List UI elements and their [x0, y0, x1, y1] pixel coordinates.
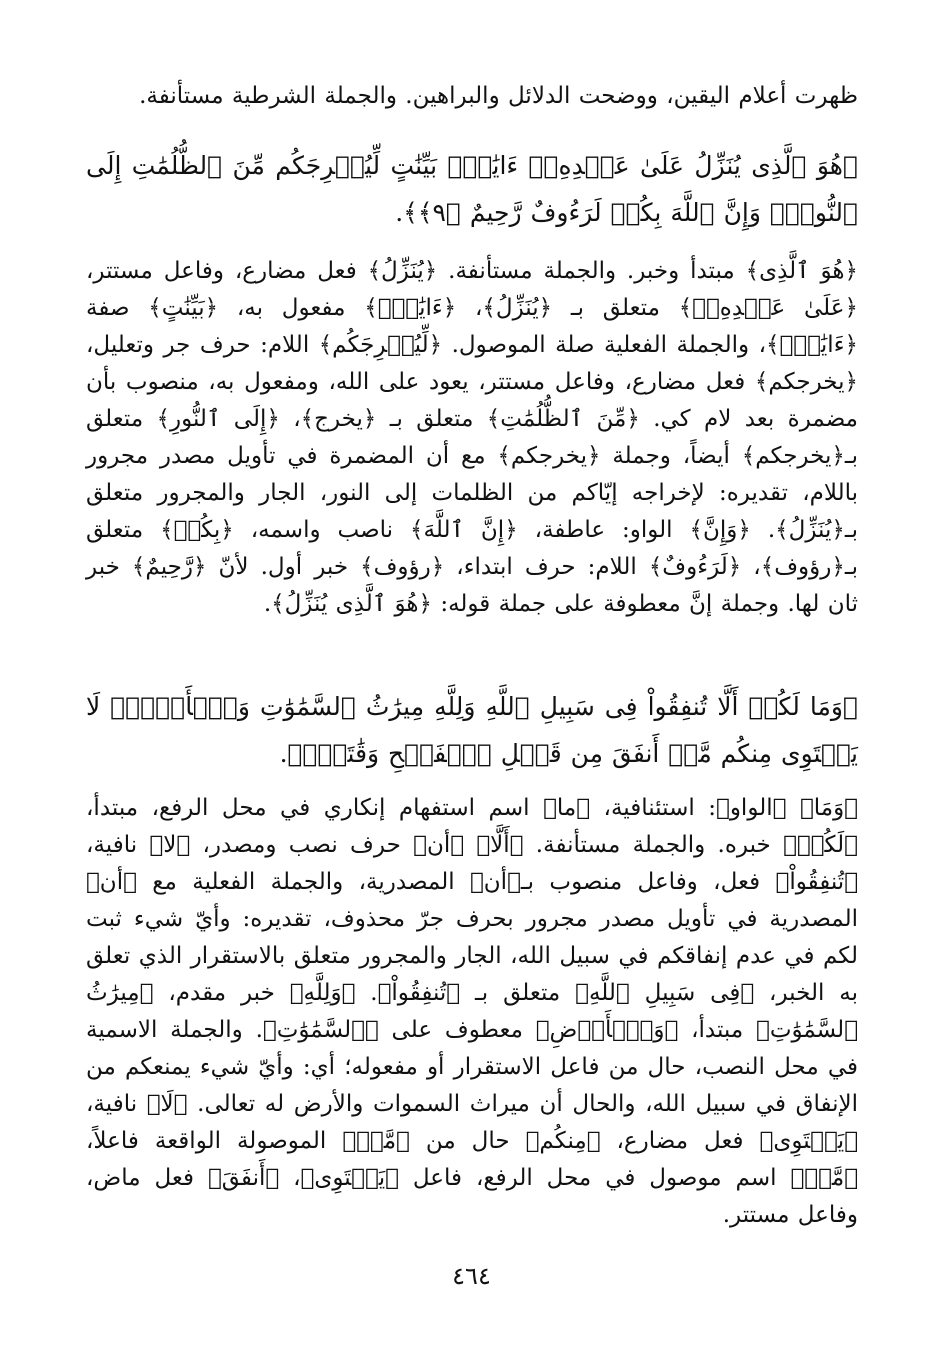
quran-verse-1: ﴿هُوَ ٱلَّذِى يُنَزِّلُ عَلَىٰ عَبۡدِهِۦٓ ءَايَٰتٍۭ بَيِّنَٰتٍ لِّيُخۡرِجَكُم مِّنَ ٱلظُّلُمَٰتِ إِلَى ٱلنُّورِۚ وَإِنَّ ٱللَّهَ بِكُمۡ لَرَءُوفٌ رَّحِيمٌ ﴿٩﴾﴾. — [86, 151, 858, 227]
commentary-paragraph-2: ﴿وَمَا﴾ ﴿الواو﴾: استئنافية، ﴿ما﴾ اسم استفهام إنكاري في محل الرفع، مبتدأ، ﴿لَكُمۡ﴾ خبره. والجملة مستأنفة. ﴿أَلَّا﴾ ﴿أن﴾ حرف نصب ومصدر، ﴿لا﴾ نافية، ﴿تُنفِقُواْ﴾ فعل، وفاعل منصوب بـ﴿أن﴾ المصدرية، والجملة الفعلية مع ﴿أن﴾ المصدرية في تأويل مصدر مجرور بحرف جرّ محذوف، تقديره: وأيّ شيء ثبت لكم في عدم إنفاقكم في سبيل الله، الجار والمجرور متعلق بالاستقرار الذي تعلق به الخبر، ﴿فِى سَبِيلِ ٱللَّهِ﴾ متعلق بـ ﴿تُنفِقُواْ﴾. ﴿وَلِلَّهِ﴾ خبر مقدم، ﴿مِيرَٰثُ ٱلسَّمَٰوَٰتِ﴾ مبتدأ، ﴿وَٱلۡأَرۡضِ﴾ معطوف على ﴿ٱلسَّمَٰوَٰتِ﴾. والجملة الاسمية في محل النصب، حال من فاعل الاستقرار أو مفعوله؛ أي: وأيّ شيء يمنعكم من الإنفاق في سبيل الله، والحال أن ميراث السموات والأرض له تعالى. ﴿لَا﴾ نافية، ﴿يَسۡتَوِى﴾ فعل مضارع، ﴿مِنكُم﴾ حال من ﴿مَّنۡ﴾ الموصولة الواقعة فاعلاً، ﴿مَّنۡ﴾ اسم موصول في محل الرفع، فاعل ﴿يَسۡتَوِى﴾، ﴿أَنفَقَ﴾ فعل ماض، وفاعل مستتر. — [86, 795, 858, 1228]
quran-verse-2: ﴿وَمَا لَكُمۡ أَلَّا تُنفِقُواْ فِى سَبِيلِ ٱللَّهِ وَلِلَّهِ مِيرَٰثُ ٱلسَّمَٰوَٰتِ وَٱلۡأَرۡضِۚ لَا يَسۡتَوِى مِنكُم مَّنۡ أَنفَقَ مِن قَبۡلِ ٱلۡفَتۡحِ وَقَٰتَلَۚ﴾. — [86, 692, 858, 768]
commentary-paragraph-1: ﴿هُوَ ٱلَّذِى﴾ مبتدأ وخبر. والجملة مستأنفة. ﴿يُنَزِّلُ﴾ فعل مضارع، وفاعل مستتر، ﴿عَلَىٰ عَبۡدِهِۦٓ﴾ متعلق بـ ﴿يُنَزِّلُ﴾، ﴿ءَايَٰتٍۭ﴾ مفعول به، ﴿بَيِّنَٰتٍ﴾ صفة ﴿ءَايَٰتٍۭ﴾، والجملة الفعلية صلة الموصول. ﴿لِّيُخۡرِجَكُم﴾ اللام: حرف جر وتعليل، ﴿يخرجكم﴾ فعل مضارع، وفاعل مستتر، يعود على الله، ومفعول به، منصوب بأن مضمرة بعد لام كي. ﴿مِّنَ ٱلظُّلُمَٰتِ﴾ متعلق بـ ﴿يخرج﴾، ﴿إِلَى ٱلنُّورِ﴾ متعلق بـ﴿يخرجكم﴾ أيضاً، وجملة ﴿يخرجكم﴾ مع أن المضمرة في تأويل مصدر مجرور باللام، تقديره: لإخراجه إيّاكم من الظلمات إلى النور، الجار والمجرور متعلق بـ﴿يُنَزِّلُ﴾. ﴿وَإِنَّ﴾ الواو: عاطفة، ﴿إِنَّ ٱللَّهَ﴾ ناصب واسمه، ﴿بِكُمۡ﴾ متعلق بـ﴿رؤوف﴾، ﴿لَرَءُوفٌ﴾ اللام: حرف ابتداء، ﴿رؤوف﴾ خبر أول. لأنّ ﴿رَّحِيمٌ﴾ خبر ثان لها. وجملة إنَّ معطوفة على جملة قوله: ﴿هُوَ ٱلَّذِى يُنَزِّلُ﴾. — [86, 258, 858, 617]
intro-paragraph: ظهرت أعلام اليقين، ووضحت الدلائل والبراهين. والجملة الشرطية مستأنفة. — [139, 83, 858, 109]
page-number: ٤٦٤ — [452, 1262, 491, 1290]
